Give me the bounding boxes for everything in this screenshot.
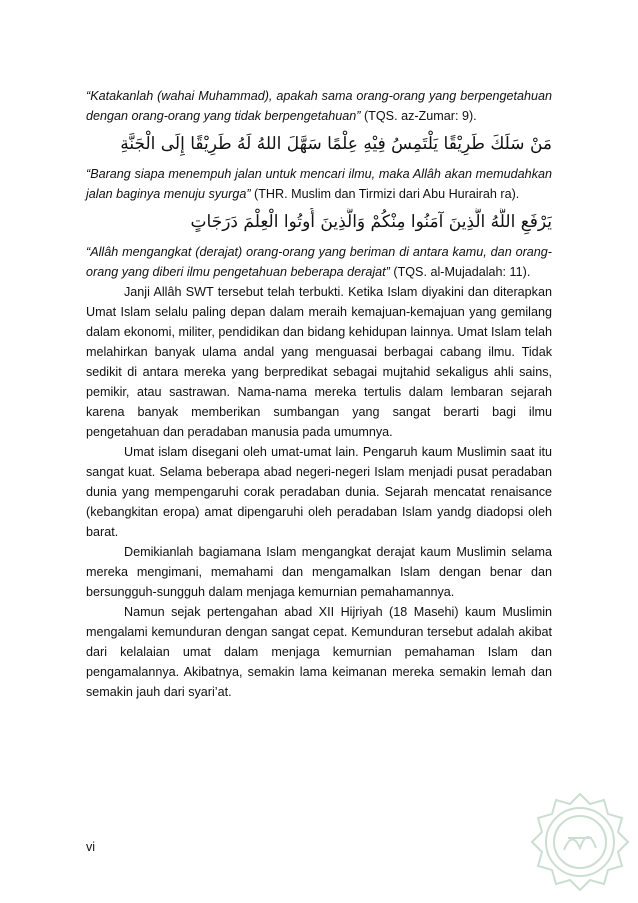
body-paragraph: Demikianlah bagiamana Islam mengangkat derajat kaum Muslimin selama mereka mengimani, memahami dan mengamalkan Islam dengan benar dan bersungguh-sungguh dalam menjaga kemurnian pemahamannya. (86, 545, 552, 599)
arabic-hadith: مَنْ سَلَكَ طَرِيْقًا يَلْتَمِسُ فِيْهِ عِلْمًا سَهَّلَ اللهُ لَهُ طَرِيْقًا إِلَى الْجَنَّةِ (120, 134, 552, 154)
quote-az-zumar (86, 86, 552, 126)
quote-hadith-translation (86, 164, 552, 204)
body-paragraph: Janji Allâh SWT tersebut telah terbukti. Ketika Islam diyakini dan diterapkan Umat Islam selalu paling depan dalam meraih kemajuan-kemajuan yang gemilang dalam ekonomi, militer, pendidikan dan bidang kehidupan lainnya. Umat Islam telah melahirkan banyak ulama andal yang menguasai berbagai cabang ilmu. Tidak sedikit di antara mereka yang berpredikat sebagai mujtahid sekaligus ahli sains, pemikir, atau sastrawan. Nama-nama mereka tertulis dalam lembaran sejarah karena banyak memberikan sumbangan yang sangat berarti bagi ilmu pengetahuan dan peradaban manusia pada umumnya. (86, 285, 552, 439)
body-paragraph: Namun sejak pertengahan abad XII Hijriyah (18 Masehi) kaum Muslimin mengalami kemunduran dengan sangat cepat. Kemunduran tersebut adalah akibat dari kelalaian umat dalam menjaga kemurnian pemahaman Islam dan pengamalannya. Akibatnya, semakin lama keimanan mereka semakin lemah dan semakin jauh dari syari’at. (86, 605, 552, 699)
quote-source: (TQS. az-Zumar: 9). (360, 109, 477, 123)
university-seal-watermark (528, 790, 632, 898)
quote-text: “Barang siapa menempuh jalan untuk mencari ilmu, maka Allâh akan memudahkan jalan baginya menuju syurga” (86, 167, 552, 201)
document-body (86, 86, 552, 702)
arabic-verse: يَرْفَعِ اللَّهُ الَّذِينَ آمَنُوا مِنْكُمْ وَالَّذِينَ أُوتُوا الْعِلْمَ دَرَجَاتٍ (190, 212, 552, 232)
quote-text: “Katakanlah (wahai Muhammad), apakah sama orang-orang yang berpengetahuan dengan orang-orang yang tidak berpengetahuan” (86, 89, 552, 123)
body-paragraph: Umat islam disegani oleh umat-umat lain. Pengaruh kaum Muslimin saat itu sangat kuat. Selama beberapa abad negeri-negeri Islam menjadi pusat peradaban dunia yang mempengaruhi corak peradaban dunia. Sejarah mencatat renaisance (kebangkitan eropa) amat dipengaruhi oleh peradaban Islam yandg diadopsi oleh barat. (86, 445, 552, 539)
quote-al-mujadalah (86, 242, 552, 282)
page-number: vi (86, 840, 96, 854)
quote-source: (THR. Muslim dan Tirmizi dari Abu Hurairah ra). (250, 187, 520, 201)
quote-source: (TQS. al-Mujadalah: 11). (389, 265, 531, 279)
quote-text: “Allâh mengangkat (derajat) orang-orang yang beriman di antara kamu, dan orang-orang yang diberi ilmu pengetahuan beberapa derajat” (86, 245, 552, 279)
